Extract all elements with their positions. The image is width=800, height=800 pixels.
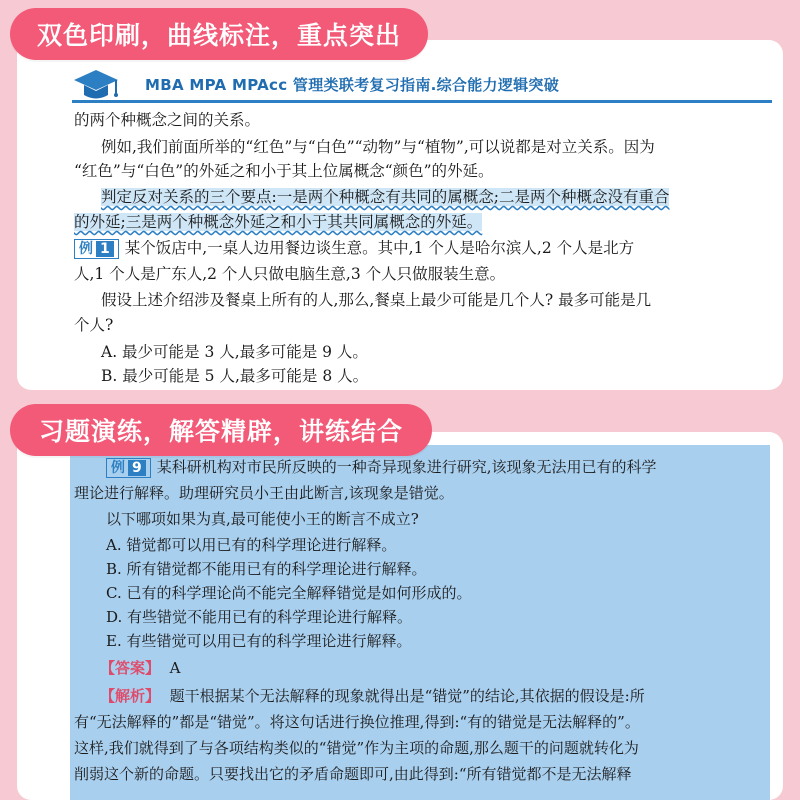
answer-line xyxy=(100,656,180,680)
page-text-line: 有“无法解释的”都是“错觉”。将这句话进行换位推理,得到:“有的错觉是无法解释的”。 xyxy=(74,713,640,731)
answer-value: A xyxy=(169,659,181,677)
analysis-line: 【解析】 题干根据某个无法解释的现象就得出是“错觉”的结论,其依据的假设是:所 xyxy=(100,687,645,705)
option-b: B. 所有错觉都不能用已有的科学理论进行解释。 xyxy=(106,560,427,578)
page-text-line: 例如,我们前面所举的“红色”与“白色”“动物”与“植物”,可以说都是对立关系。因为 xyxy=(101,138,655,156)
page-text-line: 假设上述介绍涉及餐桌上所有的人,那么,餐桌上最少可能是几个人? 最多可能是几 xyxy=(101,291,652,309)
highlighted-key-point: 判定反对关系的三个要点:一是两个种概念有共同的属概念;二是两个种概念没有重合 xyxy=(101,188,670,206)
page-text-line: 理论进行解释。助理研究员小王由此断言,该现象是错觉。 xyxy=(74,484,454,502)
header-divider xyxy=(72,100,772,103)
option-a: A. 最少可能是 3 人,最多可能是 9 人。 xyxy=(101,343,368,361)
highlighted-key-point: 的外延;三是两个种概念外延之和小于其共同属概念的外延。 xyxy=(74,213,483,231)
page-text-line: “红色”与“白色”的外延之和小于其上位属概念“颜色”的外延。 xyxy=(74,162,494,180)
option-e: E. 有些错觉可以用已有的科学理论进行解释。 xyxy=(106,632,412,650)
option-a: A. 错觉都可以用已有的科学理论进行解释。 xyxy=(106,536,397,554)
page-text-line: 的两个种概念之间的关系。 xyxy=(74,111,261,129)
page-text-line: 人,1 个人是广东人,2 个人只做电脑生意,3 个人只做服装生意。 xyxy=(74,265,506,283)
example-line: 例 9 某科研机构对市民所反映的一种奇异现象进行研究,该现象无法用已有的科学 xyxy=(106,455,657,479)
example-tag: 例 9 xyxy=(106,458,151,478)
page-text-line: 这样,我们就得到了与各项结构类似的“错觉”作为主项的命题,那么题干的问题就转化为 xyxy=(74,739,639,757)
option-d: D. 有些错觉不能用已有的科学理论进行解释。 xyxy=(106,608,413,626)
page-text-line: 个人? xyxy=(74,316,114,334)
page-text-line: 削弱这个新的命题。只要找出它的矛盾命题即可,由此得到:“所有错觉都不是无法解释 xyxy=(74,765,632,783)
banner-bottom-text: 习题演练，解答精辟，讲练结合 xyxy=(38,417,403,446)
answer-label: 【答案】 xyxy=(100,659,161,677)
option-c: C. 已有的科学理论尚不能完全解释错觉是如何形成的。 xyxy=(106,584,472,602)
example-tag: 例 1 xyxy=(74,239,119,259)
banner-top-text: 双色印刷，曲线标注，重点突出 xyxy=(36,21,401,50)
feature-banner-top xyxy=(10,8,428,60)
option-b: B. 最少可能是 5 人,最多可能是 8 人。 xyxy=(101,367,369,385)
feature-banner-bottom xyxy=(10,404,432,456)
book-page-top xyxy=(17,40,783,390)
question-line: 以下哪项如果为真,最可能使小王的断言不成立? xyxy=(106,510,419,528)
example-line: 例 1 某个饭店中,一桌人边用餐边谈生意。其中,1 个人是哈尔滨人,2 个人是北方 xyxy=(74,236,634,260)
book-header-title: MBA MPA MPAcc 管理类联考复习指南.综合能力逻辑突破 xyxy=(145,76,560,94)
analysis-label: 【解析】 xyxy=(100,687,161,705)
